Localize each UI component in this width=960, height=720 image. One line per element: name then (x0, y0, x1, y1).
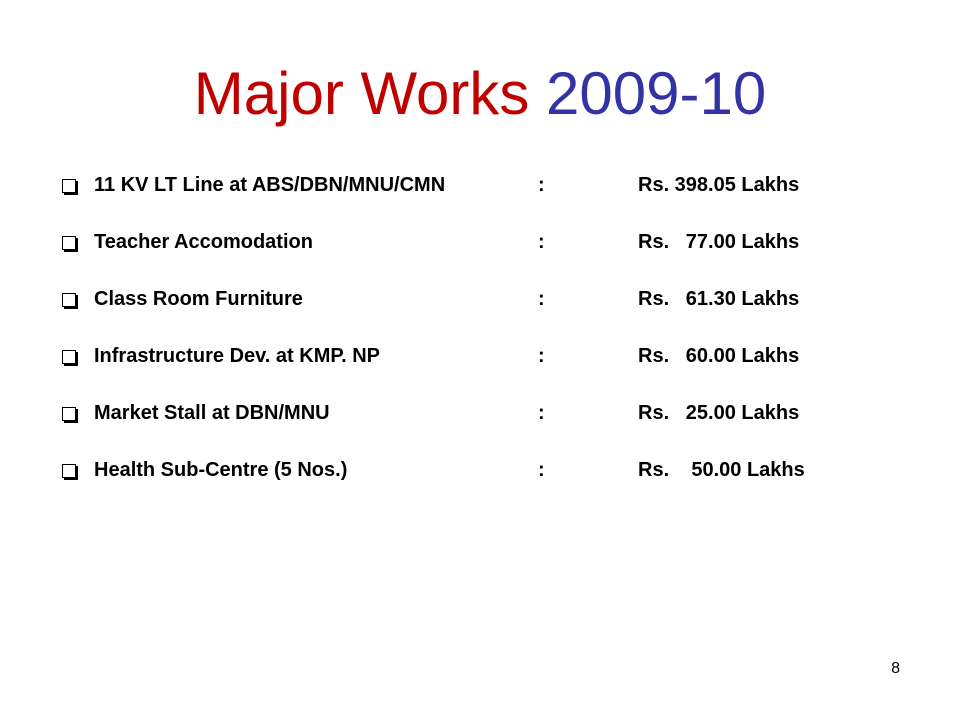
list-item (62, 282, 922, 339)
separator: : (538, 459, 545, 481)
title-year: 2009-10 (546, 60, 767, 127)
square-bullet-icon (62, 464, 76, 478)
work-amount: Rs. 77.00 Lakhs (638, 231, 800, 253)
list-item (62, 168, 922, 225)
work-label: 11 KV LT Line at ABS/DBN/MNU/CMN (94, 174, 446, 196)
work-label: Teacher Accomodation (94, 231, 313, 253)
work-label: Market Stall at DBN/MNU (94, 402, 330, 424)
work-label: Health Sub-Centre (5 Nos.) (94, 459, 348, 481)
square-bullet-icon (62, 179, 76, 193)
work-amount: Rs. 60.00 Lakhs (638, 345, 800, 367)
work-label: Class Room Furniture (94, 288, 303, 310)
works-list (62, 168, 922, 510)
separator: : (538, 231, 545, 253)
work-amount: Rs. 25.00 Lakhs (638, 402, 800, 424)
list-item (62, 453, 922, 510)
list-item (62, 339, 922, 396)
work-amount: Rs. 61.30 Lakhs (638, 288, 800, 310)
square-bullet-icon (62, 293, 76, 307)
square-bullet-icon (62, 236, 76, 250)
separator: : (538, 288, 545, 310)
square-bullet-icon (62, 407, 76, 421)
list-item (62, 396, 922, 453)
work-label: Infrastructure Dev. at KMP. NP (94, 345, 381, 367)
page-number: 8 (891, 660, 900, 677)
square-bullet-icon (62, 350, 76, 364)
list-item (62, 225, 922, 282)
work-amount: Rs. 50.00 Lakhs (638, 459, 805, 481)
slide-title (0, 58, 960, 130)
separator: : (538, 402, 545, 424)
separator: : (538, 174, 545, 196)
separator: : (538, 345, 545, 367)
title-text: Major Works (193, 60, 547, 127)
work-amount: Rs. 398.05 Lakhs (638, 174, 800, 196)
